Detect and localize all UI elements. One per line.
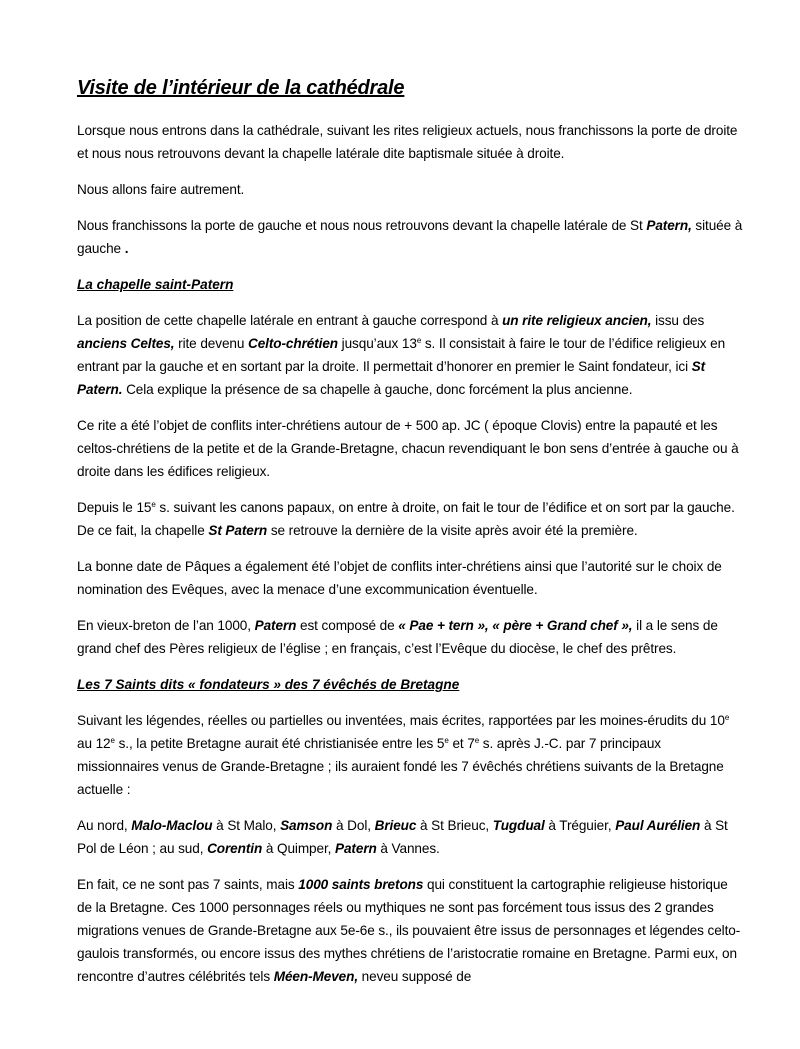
text-run: Depuis le 15 [77,500,152,515]
text-run: et 7 [448,736,475,751]
text-run: jusqu’aux 13 [338,336,417,351]
text-run: neveu supposé de [358,969,472,984]
superscript: e [444,736,449,745]
emphasis: St Patern [208,523,268,538]
emphasis: un rite religieux ancien, [502,313,652,328]
text-run: qui constituent la cartographie religieuse historique de la Bretagne. Ces 1000 personnages réels ou mythiques ne sont pas forcément tous issus des 2 grandes migrations venues de Grande-Bretagne aux 5e-6e s., ils pouvaient être issus de personnages et légendes celto-gaulois transformés, ou encore issus des mythes chrétiens de l’aristocratie romaine en Bretagne. Parmi eux, on rencontre d’autres célébrités tels [77,877,741,984]
emphasis: Malo-Maclou [131,818,213,833]
chapelle-paragraph-2: Ce rite a été l’objet de conflits inter-chrétiens autour de + 500 ap. JC ( époque Clovis) entre la papauté et les celtos-chrétiens de la petite et de la Grande-Bretagne, chacun revendiquant le bon sens d’entrée à gauche ou à droite dans les édifices religieux. [77,418,739,479]
emphasis: 1000 saints bretons [298,877,424,892]
text-run: se retrouve la dernière de la visite après avoir été la première. [267,523,638,538]
superscript: e [110,736,115,745]
superscript: e [724,713,730,722]
chapelle-paragraph-3 [77,496,745,542]
chapelle-paragraph-1 [77,309,745,401]
superscript: e [151,500,156,509]
superscript: e [474,736,480,745]
text-run: à Quimper, [262,841,335,856]
text-run: Au nord, [77,818,132,833]
text-run: à Tréguier, [544,818,616,833]
superscript: e [416,336,422,345]
chapelle-paragraph-4: La bonne date de Pâques a également été l’objet de conflits inter-chrétiens ainsi que l’autorité sur le choix de nomination des Evêques, avec la menace d’une excommunication éventuelle. [77,559,722,597]
text-run: à St Malo, [212,818,281,833]
saints-paragraph-2 [77,814,745,860]
text-run: située à gauche [77,218,743,256]
intro-paragraph-2: Nous allons faire autrement. [77,182,245,197]
emphasis: Patern, [646,218,692,233]
text-run: Cela explique la présence de sa chapelle à gauche, donc forcément la plus ancienne. [122,382,633,397]
text-run: rite devenu [174,336,248,351]
emphasis: Patern [254,618,297,633]
text-run: est composé de [296,618,399,633]
text-run: à St Pol de Léon ; au sud, [77,818,728,856]
text-run: il a le sens de grand chef des Pères religieux de l’église ; en français, c’est l’Evêque du diocèse, le chef des prêtres. [77,618,718,656]
text-run: s., la petite Bretagne aurait été christianisée entre les 5 [114,736,445,751]
section-heading-saints: Les 7 Saints dits « fondateurs » des 7 évêchés de Bretagne [77,677,460,692]
text-run: La position de cette chapelle latérale en entrant à gauche correspond à [77,313,503,328]
chapelle-paragraph-5 [77,614,745,660]
emphasis: « Pae + tern », « père + Grand chef », [398,618,633,633]
emphasis: Tugdual [492,818,545,833]
text-run: à St Brieuc, [416,818,493,833]
emphasis: . [124,241,129,256]
text-run: s. Il consistait à faire le tour de l’édifice religieux en entrant par la gauche et en sortant par la droite. Il permettait d’honorer en premier le Saint fondateur, ici [77,336,726,374]
text-run: En vieux-breton de l’an 1000, [77,618,255,633]
section-heading-chapelle: La chapelle saint-Patern [77,277,234,292]
page-title: Visite de l’intérieur de la cathédrale [77,77,405,99]
emphasis: Méen-Meven, [273,969,358,984]
emphasis: anciens Celtes, [77,336,175,351]
intro-paragraph-3 [77,214,745,260]
text-run: à Vannes. [376,841,440,856]
emphasis: Paul Aurélien [615,818,701,833]
saints-paragraph-1 [77,709,745,801]
text-run: En fait, ce ne sont pas 7 saints, mais [77,877,299,892]
saints-paragraph-3 [77,873,745,988]
text-run: s. suivant les canons papaux, on entre à droite, on fait le tour de l’édifice et on sort par la gauche. De ce fait, la chapelle [77,500,735,538]
emphasis: Brieuc [374,818,417,833]
emphasis: St Patern. [77,359,706,397]
text-run: à Dol, [332,818,375,833]
emphasis: Samson [280,818,333,833]
emphasis: Patern [335,841,377,856]
text-run: Nous franchissons la porte de gauche et nous nous retrouvons devant la chapelle latérale de St [77,218,647,233]
text-run: issu des [651,313,705,328]
intro-paragraph-1: Lorsque nous entrons dans la cathédrale, suivant les rites religieux actuels, nous franchissons la porte de droite et nous nous retrouvons devant la chapelle latérale dite baptismale située à droite. [77,123,738,161]
text-run: s. après J.-C. par 7 principaux missionnaires venus de Grande-Bretagne ; ils auraient fondé les 7 évêchés chrétiens suivants de la Bretagne actuelle : [77,736,724,797]
emphasis: Corentin [207,841,263,856]
emphasis: Celto-chrétien [248,336,338,351]
document-body [77,74,745,1001]
text-run: au 12 [77,736,111,751]
text-run: Suivant les légendes, réelles ou partielles ou inventées, mais écrites, rapportées par les moines-érudits du 10 [77,713,725,728]
